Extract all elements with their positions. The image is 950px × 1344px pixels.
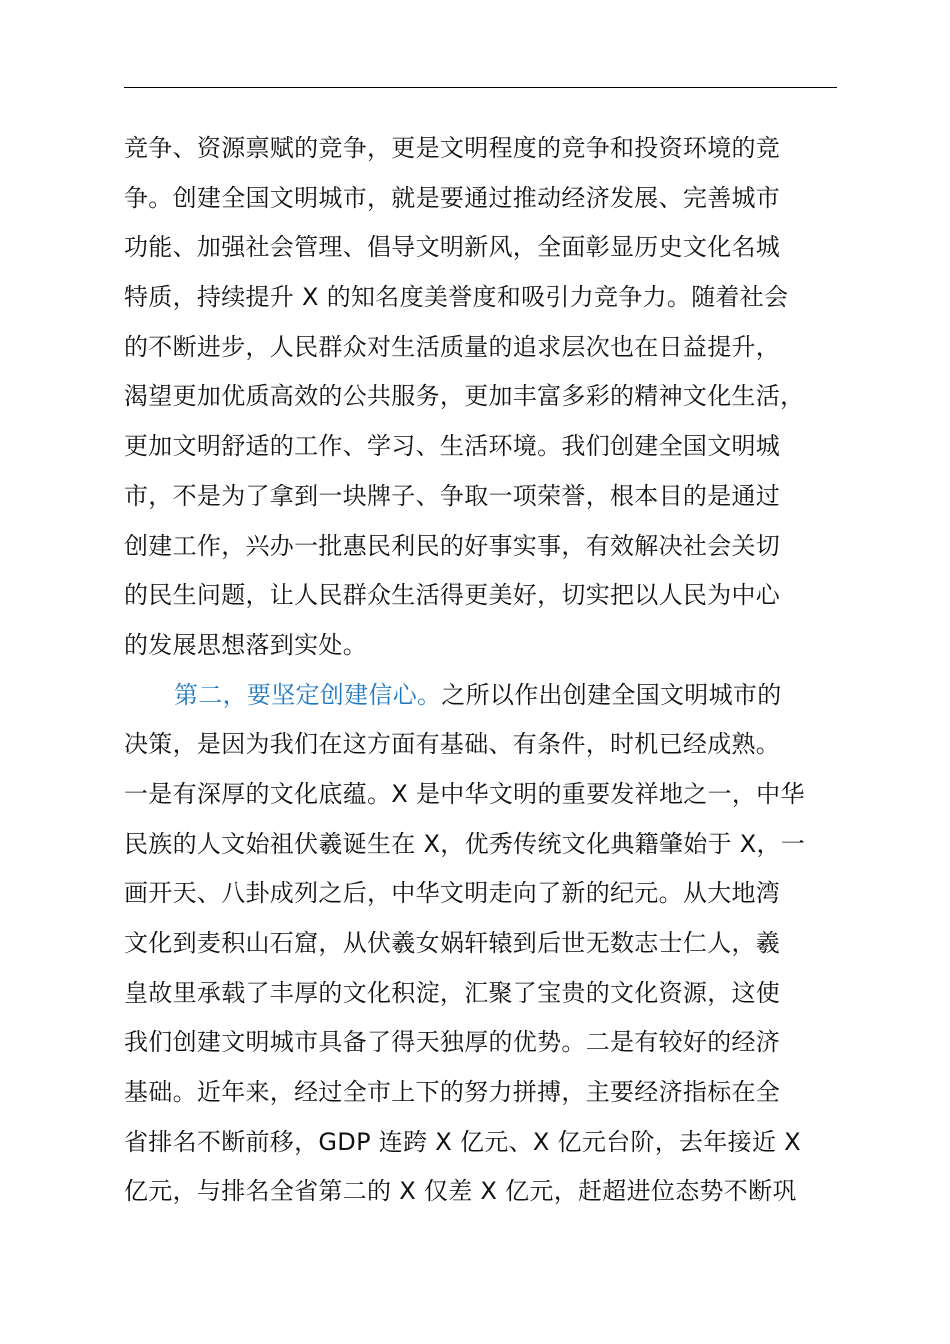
text-line: 亿元，与排名全省第二的 X 仅差 X 亿元，赶超进位态势不断巩: [124, 1177, 797, 1206]
text-line: 特质，持续提升 X 的知名度美誉度和吸引力竞争力。随着社会: [124, 283, 789, 312]
text-line: 决策，是因为我们在这方面有基础、有条件，时机已经成熟。: [124, 730, 781, 759]
header-rule: [124, 87, 837, 88]
text-line: 画开天、八卦成列之后，中华文明走向了新的纪元。从大地湾: [124, 879, 781, 908]
text-line: 民族的人文始祖伏羲诞生在 X，优秀传统文化典籍肇始于 X，一: [124, 829, 806, 858]
section-2-heading: 第二，要坚定创建信心。: [174, 680, 442, 709]
text-line: 我们创建文明城市具备了得天独厚的优势。二是有较好的经济: [124, 1028, 781, 1057]
text-line: 的民生问题，让人民群众生活得更美好，切实把以人民为中心: [124, 581, 781, 610]
text-line: 的发展思想落到实处。: [124, 630, 367, 659]
text-line: 市，不是为了拿到一块牌子、争取一项荣誉，根本目的是通过: [124, 481, 781, 510]
section-2-first-line: [124, 671, 864, 721]
text-line: 创建工作，兴办一批惠民利民的好事实事，有效解决社会关切: [124, 531, 781, 560]
section-2-first-line-text: 之所以作出创建全国文明城市的: [441, 680, 782, 709]
text-line: 渴望更加优质高效的公共服务，更加丰富多彩的精神文化生活，: [124, 382, 805, 411]
text-line: 功能、加强社会管理、倡导文明新风，全面彰显历史文化名城: [124, 233, 781, 262]
text-line: 一是有深厚的文化底蕴。X 是中华文明的重要发祥地之一，中华: [124, 779, 805, 808]
text-line: 竞争、资源禀赋的竞争，更是文明程度的竞争和投资环境的竞: [124, 134, 781, 162]
text-line: 更加文明舒适的工作、学习、生活环境。我们创建全国文明城: [124, 432, 781, 461]
text-line: 文化到麦积山石窟，从伏羲女娲轩辕到后世无数志士仁人，羲: [124, 929, 781, 957]
text-line: 基础。近年来，经过全市上下的努力拼搏，主要经济指标在全: [124, 1078, 781, 1107]
text-line: 争。创建全国文明城市，就是要通过推动经济发展、完善城市: [124, 183, 781, 212]
text-line: 的不断进步，人民群众对生活质量的追求层次也在日益提升，: [124, 332, 781, 361]
text-line: 皇故里承载了丰厚的文化积淀，汇聚了宝贵的文化资源，这使: [124, 978, 781, 1007]
document-body: [124, 124, 864, 1217]
text-line: 省排名不断前移，GDP 连跨 X 亿元、X 亿元台阶，去年接近 X: [124, 1127, 801, 1156]
